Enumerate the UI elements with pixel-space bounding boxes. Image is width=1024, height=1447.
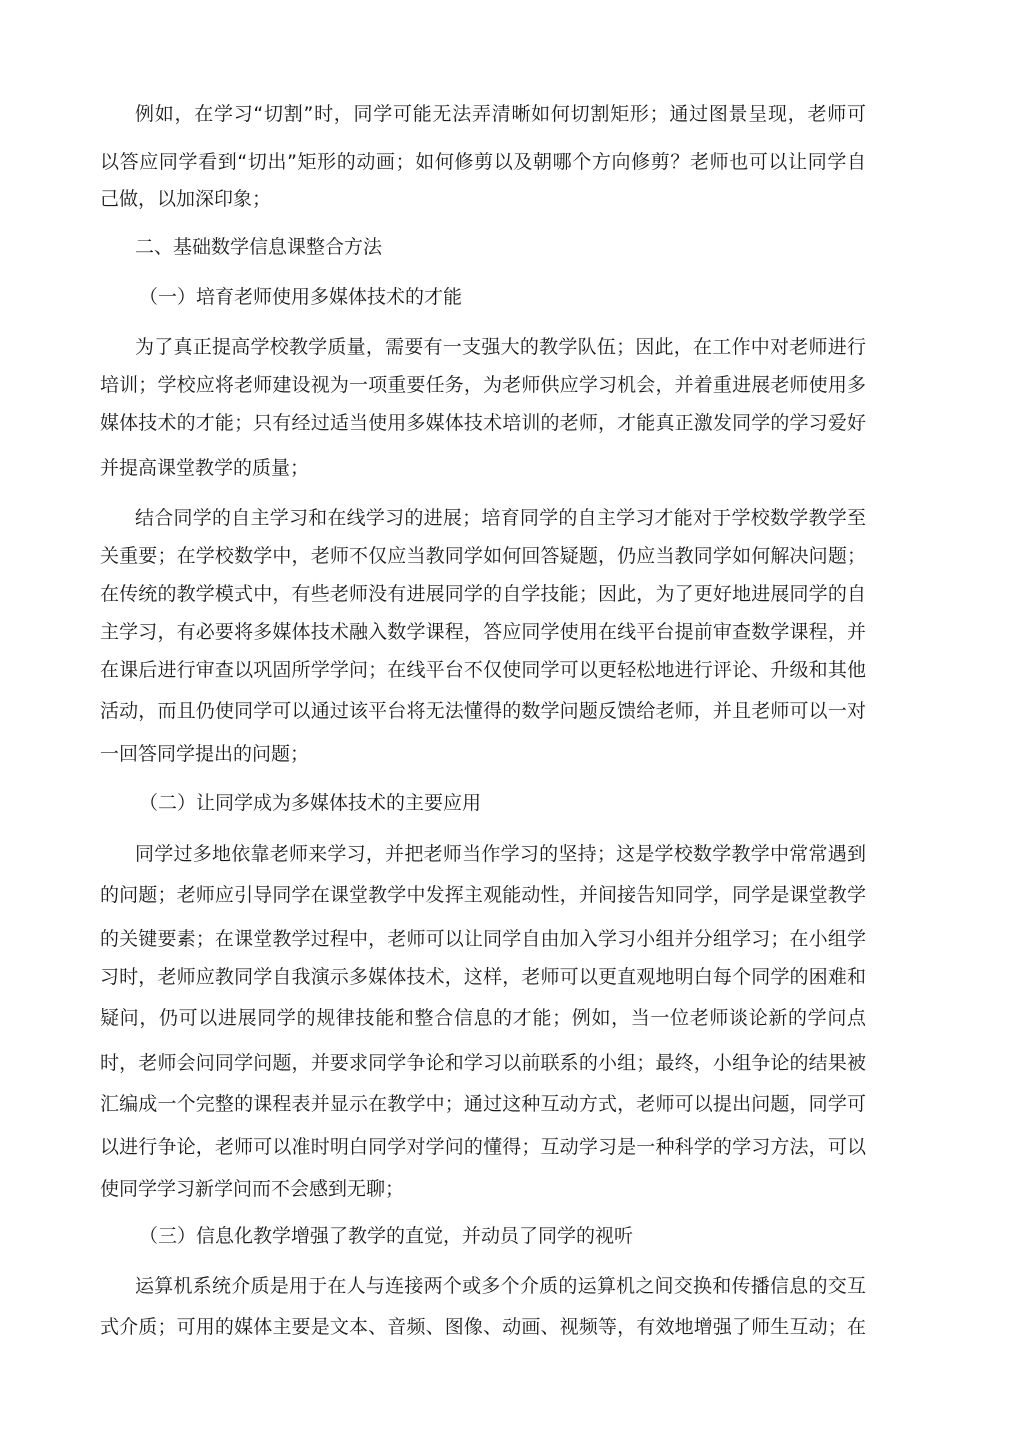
paragraph-line: 式介质；可用的媒体主要是文本、音频、图像、动画、视频等，有效地增强了师生互动；在 bbox=[100, 1316, 866, 1338]
paragraph-line: 一回答同学提出的问题； bbox=[100, 743, 310, 765]
paragraph-line: 同学过多地依靠老师来学习，并把老师当作学习的坚持；这是学校数学教学中常常遇到 bbox=[135, 843, 866, 865]
subsection-heading: （二）让同学成为多媒体技术的主要应用 bbox=[139, 792, 482, 814]
paragraph-line: 汇编成一个完整的课程表并显示在教学中；通过这种互动方式，老师可以提出问题，同学可 bbox=[100, 1093, 866, 1115]
paragraph-line: 习时，老师应教同学自我演示多媒体技术，这样，老师可以更直观地明白每个同学的困难和 bbox=[100, 966, 866, 988]
paragraph-line: 主学习，有必要将多媒体技术融入数学课程，答应同学使用在线平台提前审查数学课程，并 bbox=[100, 621, 866, 643]
paragraph-line: 使同学学习新学问而不会感到无聊； bbox=[100, 1178, 405, 1200]
paragraph-line: 在传统的教学模式中，有些老师没有进展同学的自学技能；因此，为了更好地进展同学的自 bbox=[100, 583, 866, 605]
paragraph-line: 运算机系统介质是用于在人与连接两个或多个介质的运算机之间交换和传播信息的交互 bbox=[135, 1275, 866, 1297]
paragraph-line: 时，老师会问同学问题，并要求同学争论和学习以前联系的小组；最终，小组争论的结果被 bbox=[100, 1052, 866, 1074]
paragraph-line: 并提高课堂教学的质量； bbox=[100, 457, 310, 479]
paragraph-line: 为了真正提高学校教学质量，需要有一支强大的教学队伍；因此，在工作中对老师进行 bbox=[135, 336, 866, 358]
paragraph-line: 关重要；在学校数学中，老师不仅应当教同学如何回答疑题，仍应当教同学如何解决问题； bbox=[100, 545, 866, 567]
paragraph-line: 疑问，仍可以进展同学的规律技能和整合信息的才能；例如，当一位老师谈论新的学问点 bbox=[100, 1007, 866, 1029]
paragraph-line: 培训；学校应将老师建设视为一项重要任务，为老师供应学习机会，并着重进展老师使用多 bbox=[100, 374, 866, 396]
paragraph-line: 以答应同学看到“切出”矩形的动画；如何修剪以及朝哪个方向修剪？老师也可以让同学自 bbox=[100, 151, 866, 173]
paragraph-line: 的问题；老师应引导同学在课堂教学中发挥主观能动性，并间接告知同学，同学是课堂教学 bbox=[100, 884, 866, 906]
paragraph-line: 的关键要素；在课堂教学过程中，老师可以让同学自由加入学习小组并分组学习；在小组学 bbox=[100, 928, 866, 950]
paragraph-line: 活动，而且仍使同学可以通过该平台将无法懂得的数学问题反馈给老师，并且老师可以一对 bbox=[100, 700, 866, 722]
paragraph-line: 媒体技术的才能；只有经过适当使用多媒体技术培训的老师，才能真正激发同学的学习爱好 bbox=[100, 412, 866, 434]
paragraph-line: 以进行争论，老师可以准时明白同学对学问的懂得；互动学习是一种科学的学习方法，可以 bbox=[100, 1136, 866, 1158]
subsection-heading: （三）信息化教学增强了教学的直觉，并动员了同学的视听 bbox=[139, 1225, 634, 1247]
paragraph-line: 己做，以加深印象； bbox=[100, 188, 272, 210]
paragraph-line: 在课后进行审查以巩固所学学问；在线平台不仅使同学可以更轻松地进行评论、升级和其他 bbox=[100, 659, 866, 681]
paragraph-line: 例如，在学习“切割”时，同学可能无法弄清晰如何切割矩形；通过图景呈现，老师可 bbox=[135, 103, 866, 125]
section-heading: 二、基础数学信息课整合方法 bbox=[135, 236, 383, 258]
paragraph-line: 结合同学的自主学习和在线学习的进展；培育同学的自主学习才能对于学校数学教学至 bbox=[135, 507, 866, 529]
subsection-heading: （一）培育老师使用多媒体技术的才能 bbox=[139, 286, 463, 308]
